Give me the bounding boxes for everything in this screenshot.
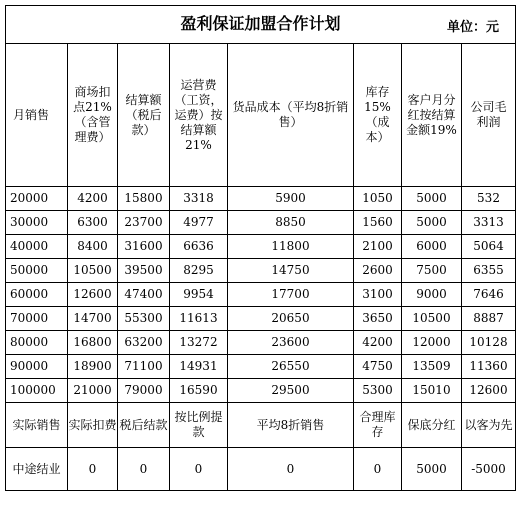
- table-cell: 23600: [228, 331, 354, 355]
- table-cell: 8887: [462, 307, 516, 331]
- table-cell: 8400: [68, 235, 118, 259]
- table-cell: 12600: [68, 283, 118, 307]
- profit-plan-table: [5, 5, 516, 491]
- table-cell: 7500: [402, 259, 462, 283]
- table-cell: 20650: [228, 307, 354, 331]
- note-cell: 税后结款: [118, 403, 170, 448]
- table-row: [6, 355, 516, 379]
- final-cell: 0: [170, 448, 228, 491]
- final-cell: 0: [228, 448, 354, 491]
- table-cell: 16590: [170, 379, 228, 403]
- table-cell: 80000: [6, 331, 68, 355]
- table-cell: 70000: [6, 307, 68, 331]
- table-cell: 5000: [402, 187, 462, 211]
- table-cell: 1560: [354, 211, 402, 235]
- table-cell: 79000: [118, 379, 170, 403]
- header-cell-operating-cost: 运营费（工资，运费）按结算额21%: [170, 44, 228, 187]
- table-cell: 100000: [6, 379, 68, 403]
- table-cell: 11800: [228, 235, 354, 259]
- table-cell: 23700: [118, 211, 170, 235]
- table-cell: 39500: [118, 259, 170, 283]
- table-cell: 2100: [354, 235, 402, 259]
- note-cell: 以客为先: [462, 403, 516, 448]
- table-cell: 11613: [170, 307, 228, 331]
- table-cell: 4977: [170, 211, 228, 235]
- table-cell: 20000: [6, 187, 68, 211]
- profit-plan-sheet: [5, 5, 515, 511]
- table-cell: 12000: [402, 331, 462, 355]
- table-row: [6, 187, 516, 211]
- table-cell: 16800: [68, 331, 118, 355]
- table-cell: 2600: [354, 259, 402, 283]
- header-cell-gross-profit: 公司毛利润: [462, 44, 516, 187]
- note-cell: 平均8折销售: [228, 403, 354, 448]
- table-cell: 60000: [6, 283, 68, 307]
- table-cell: 15800: [118, 187, 170, 211]
- table-row: [6, 259, 516, 283]
- table-cell: 29500: [228, 379, 354, 403]
- table-cell: 3318: [170, 187, 228, 211]
- table-cell: 31600: [118, 235, 170, 259]
- header-cell-goods-cost: 货品成本（平均8折销售）: [228, 44, 354, 187]
- table-cell: 8850: [228, 211, 354, 235]
- table-cell: 6300: [68, 211, 118, 235]
- table-cell: 11360: [462, 355, 516, 379]
- header-cell-settlement: 结算额（税后款）: [118, 44, 170, 187]
- table-row: [6, 211, 516, 235]
- note-cell: 实际销售: [6, 403, 68, 448]
- table-row: [6, 331, 516, 355]
- final-cell: 0: [68, 448, 118, 491]
- final-cell: 0: [118, 448, 170, 491]
- title-cell: [6, 6, 516, 44]
- note-cell: 保底分红: [402, 403, 462, 448]
- table-cell: 6355: [462, 259, 516, 283]
- table-cell: 9954: [170, 283, 228, 307]
- table-cell: 26550: [228, 355, 354, 379]
- table-cell: 3100: [354, 283, 402, 307]
- table-cell: 14700: [68, 307, 118, 331]
- table-row: [6, 283, 516, 307]
- table-cell: 55300: [118, 307, 170, 331]
- header-cell-monthly-sales: 月销售: [6, 44, 68, 187]
- final-cell: 0: [354, 448, 402, 491]
- final-cell: -5000: [462, 448, 516, 491]
- table-cell: 10500: [68, 259, 118, 283]
- table-cell: 3313: [462, 211, 516, 235]
- table-cell: 21000: [68, 379, 118, 403]
- table-cell: 532: [462, 187, 516, 211]
- table-cell: 13509: [402, 355, 462, 379]
- table-cell: 6636: [170, 235, 228, 259]
- final-cell: 中途结业: [6, 448, 68, 491]
- header-cell-inventory: 库存15%（成本）: [354, 44, 402, 187]
- table-cell: 4200: [68, 187, 118, 211]
- table-cell: 5900: [228, 187, 354, 211]
- early-termination-row: [6, 448, 516, 491]
- table-cell: 10128: [462, 331, 516, 355]
- table-cell: 4750: [354, 355, 402, 379]
- table-cell: 71100: [118, 355, 170, 379]
- table-cell: 5300: [354, 379, 402, 403]
- note-cell: 实际扣费: [68, 403, 118, 448]
- table-cell: 4200: [354, 331, 402, 355]
- table-cell: 3650: [354, 307, 402, 331]
- table-cell: 13272: [170, 331, 228, 355]
- header-row: [6, 44, 516, 187]
- table-cell: 30000: [6, 211, 68, 235]
- table-cell: 7646: [462, 283, 516, 307]
- table-cell: 17700: [228, 283, 354, 307]
- table-cell: 50000: [6, 259, 68, 283]
- table-row: [6, 379, 516, 403]
- table-cell: 9000: [402, 283, 462, 307]
- title-row: [6, 6, 516, 44]
- table-cell: 14750: [228, 259, 354, 283]
- table-cell: 8295: [170, 259, 228, 283]
- table-cell: 5064: [462, 235, 516, 259]
- table-cell: 18900: [68, 355, 118, 379]
- table-cell: 90000: [6, 355, 68, 379]
- table-cell: 14931: [170, 355, 228, 379]
- unit-label: 单位：元: [447, 20, 500, 35]
- table-cell: 12600: [462, 379, 516, 403]
- table-cell: 63200: [118, 331, 170, 355]
- header-cell-mall-deduction: 商场扣点21%（含管理费）: [68, 44, 118, 187]
- notes-row: [6, 403, 516, 448]
- table-cell: 6000: [402, 235, 462, 259]
- table-cell: 1050: [354, 187, 402, 211]
- table-cell: 47400: [118, 283, 170, 307]
- note-cell: 合理库存: [354, 403, 402, 448]
- table-cell: 5000: [402, 211, 462, 235]
- table-row: [6, 307, 516, 331]
- page-title: 盈利保证加盟合作计划: [180, 14, 341, 33]
- final-cell: 5000: [402, 448, 462, 491]
- table-cell: 15010: [402, 379, 462, 403]
- header-cell-customer-dividend: 客户月分红按结算金额19%: [402, 44, 462, 187]
- table-row: [6, 235, 516, 259]
- table-cell: 10500: [402, 307, 462, 331]
- note-cell: 按比例提款: [170, 403, 228, 448]
- data-body: [6, 187, 516, 403]
- table-cell: 40000: [6, 235, 68, 259]
